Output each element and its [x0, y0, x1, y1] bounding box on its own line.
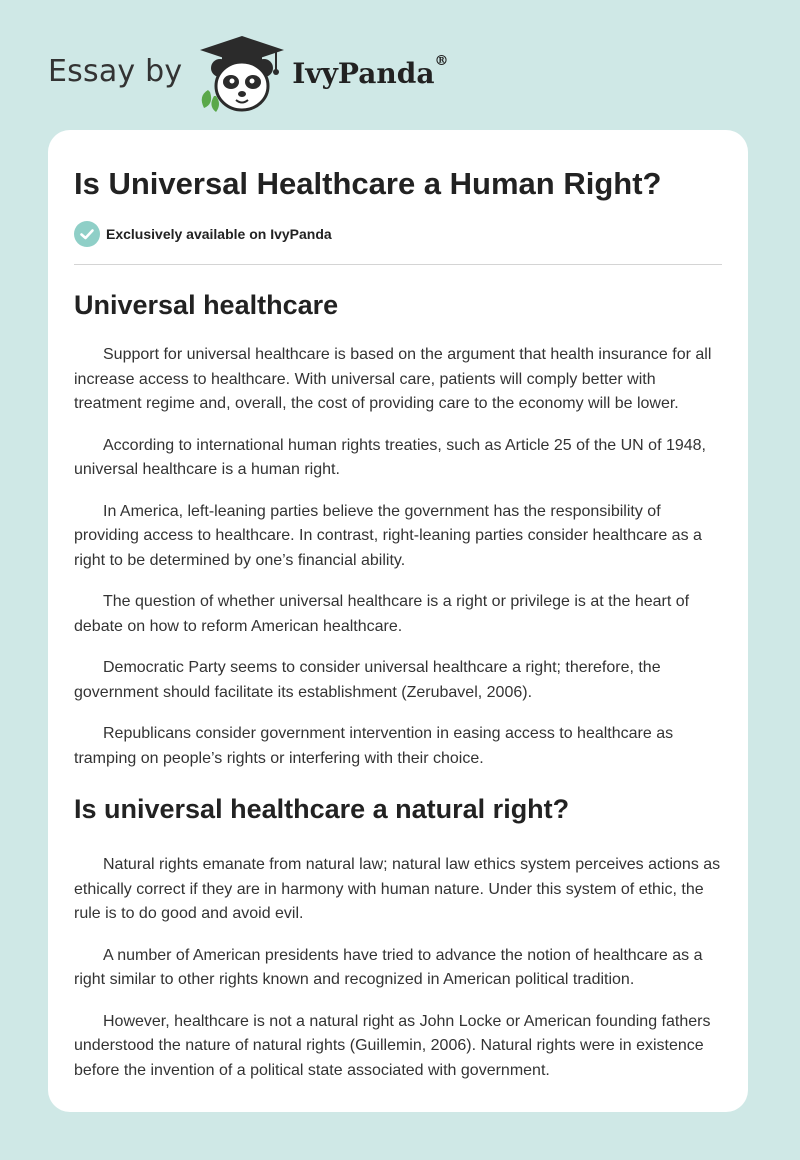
brand-name: IvyPanda®	[292, 52, 449, 90]
section-body	[74, 343, 722, 771]
paragraph: Republicans consider government intervention in easing access to healthcare as tramping on people’s rights or interfering with their choice.	[74, 725, 674, 767]
paragraph: A number of American presidents have tried to advance the notion of healthcare as a right similar to other rights known and recognized in American political tradition.	[74, 946, 703, 988]
paragraph: The question of whether universal healthcare is a right or privilege is at the heart of debate on how to reform American healthcare.	[74, 593, 690, 635]
paragraph: According to international human rights treaties, such as Article 25 of the UN of 1948, universal healthcare is a human right.	[74, 436, 706, 478]
article-title: Is Universal Healthcare a Human Right?	[74, 166, 662, 201]
check-circle-icon	[74, 221, 100, 247]
article-card	[48, 130, 748, 1112]
section-heading: Is universal healthcare a natural right?	[74, 794, 570, 824]
paragraph: Democratic Party seems to consider universal healthcare a right; therefore, the government should facilitate its establishment (Zerubavel, 2006).	[74, 659, 661, 701]
section-heading: Universal healthcare	[74, 290, 339, 320]
badge-text: Exclusively available on IvyPanda	[106, 226, 332, 242]
paragraph: Natural rights emanate from natural law; natural law ethics system perceives actions as ethically correct if they are in harmony with human nature. Under this system of ethic, the rule is to do good and avoid evil.	[74, 856, 721, 922]
registered-mark: ®	[434, 52, 449, 69]
brand-prefix: Essay by	[48, 53, 183, 89]
paragraph: In America, left-leaning parties believe the government has the responsibility of providing access to healthcare. In contrast, right-leaning parties consider healthcare as a right to be determined by one’s financial ability.	[74, 502, 702, 569]
paragraph: However, healthcare is not a natural right as John Locke or American founding fathers understood the nature of natural rights (Guillemin, 2006). Natural rights were in existence before the invention of a political state associated with government.	[74, 1012, 711, 1079]
graduate-panda-icon	[196, 34, 288, 114]
divider	[74, 264, 722, 265]
exclusive-badge	[74, 220, 722, 248]
section-body	[74, 853, 722, 1083]
paragraph: Support for universal healthcare is based on the argument that health insurance for all increase access to healthcare. With universal care, patients will comply better with treatment regime and, overall, the cost of providing care to the economy will be lower.	[74, 346, 712, 412]
brand-header	[48, 34, 448, 114]
